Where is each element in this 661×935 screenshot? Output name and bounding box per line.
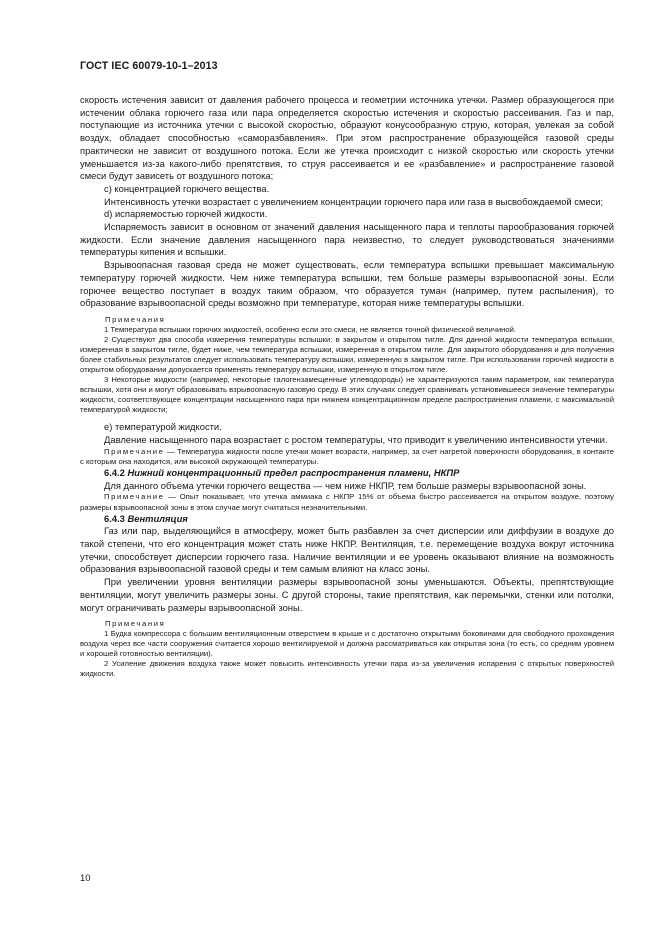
note bbox=[80, 492, 614, 512]
paragraph: Давление насыщенного пара возрастает с ростом температуры, что приводит к увеличению интенсивности утечки. bbox=[104, 434, 608, 446]
note-item: 2 Усиление движения воздуха также может повысить интенсивность утечки пара из-за увеличения испарения с открытых поверхностей жидкости. bbox=[80, 659, 614, 679]
paragraph: c) концентрацией горючего вещества. bbox=[104, 182, 270, 194]
paragraph: Газ или пар, выделяющийся в атмосферу, может быть разбавлен за счет дисперсии или диффузии в воздухе до такой степени, что его концентрация может стать ниже НКПР. Вентиляция, т.е. перемещение воздуха вокруг источника утечки, способствует дисперсии горючего газа. Наличие вентиляции и ее уровень оказывают влияние на возможность образования взрывоопасной газовой среды и тем самым влияют на класс зоны. bbox=[80, 525, 614, 575]
paragraph: Испаряемость зависит в основном от значений давления насыщенного пара и теплоты парообразования горючей жидкости. Если значение давления насыщенного пара неизвестно, то следует руководствоваться значениями температуры кипения и вспышки. bbox=[80, 221, 614, 258]
section-number: 6.4.2 bbox=[104, 467, 125, 479]
note-text: — Опыт показывает, что утечка аммиака с НКПР 15% от объема быстро рассеивается на открытом воздухе, поэтому размеры взрывоопасной зоны в этом случае могут считаться незначительными. bbox=[80, 492, 614, 512]
note-item: 1 Будка компрессора с большим вентиляционным отверстием в крыше и с достаточно открытыми боковинами для свободного прохождения воздуха через все части сооружения считается хорошо вентилируемой и должна рассматриваться как открытая зона (то есть, со средним уровнем и хорошей готовностью вентиляции). bbox=[80, 629, 614, 659]
paragraph: Для данного объема утечки горючего вещества — чем ниже НКПР, тем больше размеры взрывоопасной зоны. bbox=[104, 479, 587, 491]
notes-block bbox=[80, 315, 614, 415]
note-item: 1 Температура вспышки горючих жидкостей, особенно если это смеси, не является точной физической величиной. bbox=[104, 325, 517, 334]
page-number: 10 bbox=[80, 872, 91, 883]
section-title-text: Нижний концентрационный предел распространения пламени, НКПР bbox=[124, 467, 460, 479]
paragraph: Интенсивность утечки возрастает с увеличением концентрации горючего пара или газа в высвобождаемой смеси; bbox=[104, 195, 604, 207]
note bbox=[80, 447, 614, 467]
note-label: Примечание bbox=[104, 492, 165, 502]
paragraph: Взрывоопасная газовая среда не может существовать, если температура вспышки превышает максимальную температуру горючей жидкости. Чем ниже температура вспышки, тем больше размеры взрывоопасной зоны. Если горючее вещество поступает в воздух таким образом, что образуется туман (например, путем распыления), то образование взрывоопасной среды возможно при температуре, которая ниже температуры вспышки. bbox=[80, 259, 614, 309]
paragraph: d) испаряемостью горючей жидкости. bbox=[104, 208, 268, 220]
note-label: Примечание bbox=[104, 446, 165, 456]
note-text: — Температура жидкости после утечки может возрасти, например, за счет нагретой поверхности оборудования, в контакте с которым она находится, или высокой окружающей температуры. bbox=[80, 446, 614, 466]
notes-block bbox=[80, 619, 614, 679]
section-title-text: Вентиляция bbox=[124, 512, 188, 524]
document-body bbox=[80, 94, 614, 680]
note-item: 3 Некоторые жидкости (например, некоторые галогензамещенные углеводороды) не характеризуются таким параметром, как температура вспышки, хотя они и могут образовывать взрывоопасную газовую среду. В этих случаях следует сравнивать установившееся значение температуры жидкости, соответствующее концентрации насыщенного пара при нижнем концентрационном пределе распространения пламени, с максимальной температурой жидкости; bbox=[80, 375, 614, 415]
note-item: 2 Существуют два способа измерения температуры вспышки: в закрытом и открытом тигле. Для данной жидкости температура вспышки, измеренная в закрытом тигле, будет ниже, чем температура вспышки, измеренная в открытом тигле. Для закрытого оборудования и для получения более стабильных результатов следует использовать температуру вспышки, измеренную в закрытом тигле. При использовании горючей жидкости в открытом оборудовании допускается применять температуру вспышки, измеренную в открытом тигле. bbox=[80, 335, 614, 375]
notes-title: Примечания bbox=[105, 619, 166, 629]
section-number: 6.4.3 bbox=[104, 512, 125, 524]
document-header: ГОСТ IEC 60079-10-1–2013 bbox=[80, 60, 218, 72]
paragraph: При увеличении уровня вентиляции размеры взрывоопасной зоны уменьшаются. Объекты, препятствующие вентиляции, могут увеличить размеры зоны. С другой стороны, такие препятствия, как перемычки, стенки или потолки, могут ограничивать размеры взрывоопасной зоны. bbox=[80, 576, 614, 613]
section-heading bbox=[80, 513, 614, 526]
paragraph: скорость истечения зависит от давления рабочего процесса и геометрии источника утечки. Размер образующегося при истечении облака горючего газа или пара определяется скоростью истечения и скоростью рассеивания. Газ и пар, поступающие из источника утечки с высокой скоростью, образуют конусообразную струю, которая, увлекая за собой воздух, обладает способностью «саморазбавления». При этом распространение образующейся газовой среды практически не зависит от воздушного потока. Если же утечка происходит с низкой скоростью или скорость утечки уменьшается из-за какого-либо препятствия, то струя рассеивается и ее «разбавление» и распространение газовой смеси будут зависеть от воздушного потока; bbox=[80, 94, 614, 182]
notes-title: Примечания bbox=[105, 314, 166, 324]
paragraph: e) температурой жидкости. bbox=[104, 421, 222, 433]
section-heading bbox=[80, 467, 614, 480]
